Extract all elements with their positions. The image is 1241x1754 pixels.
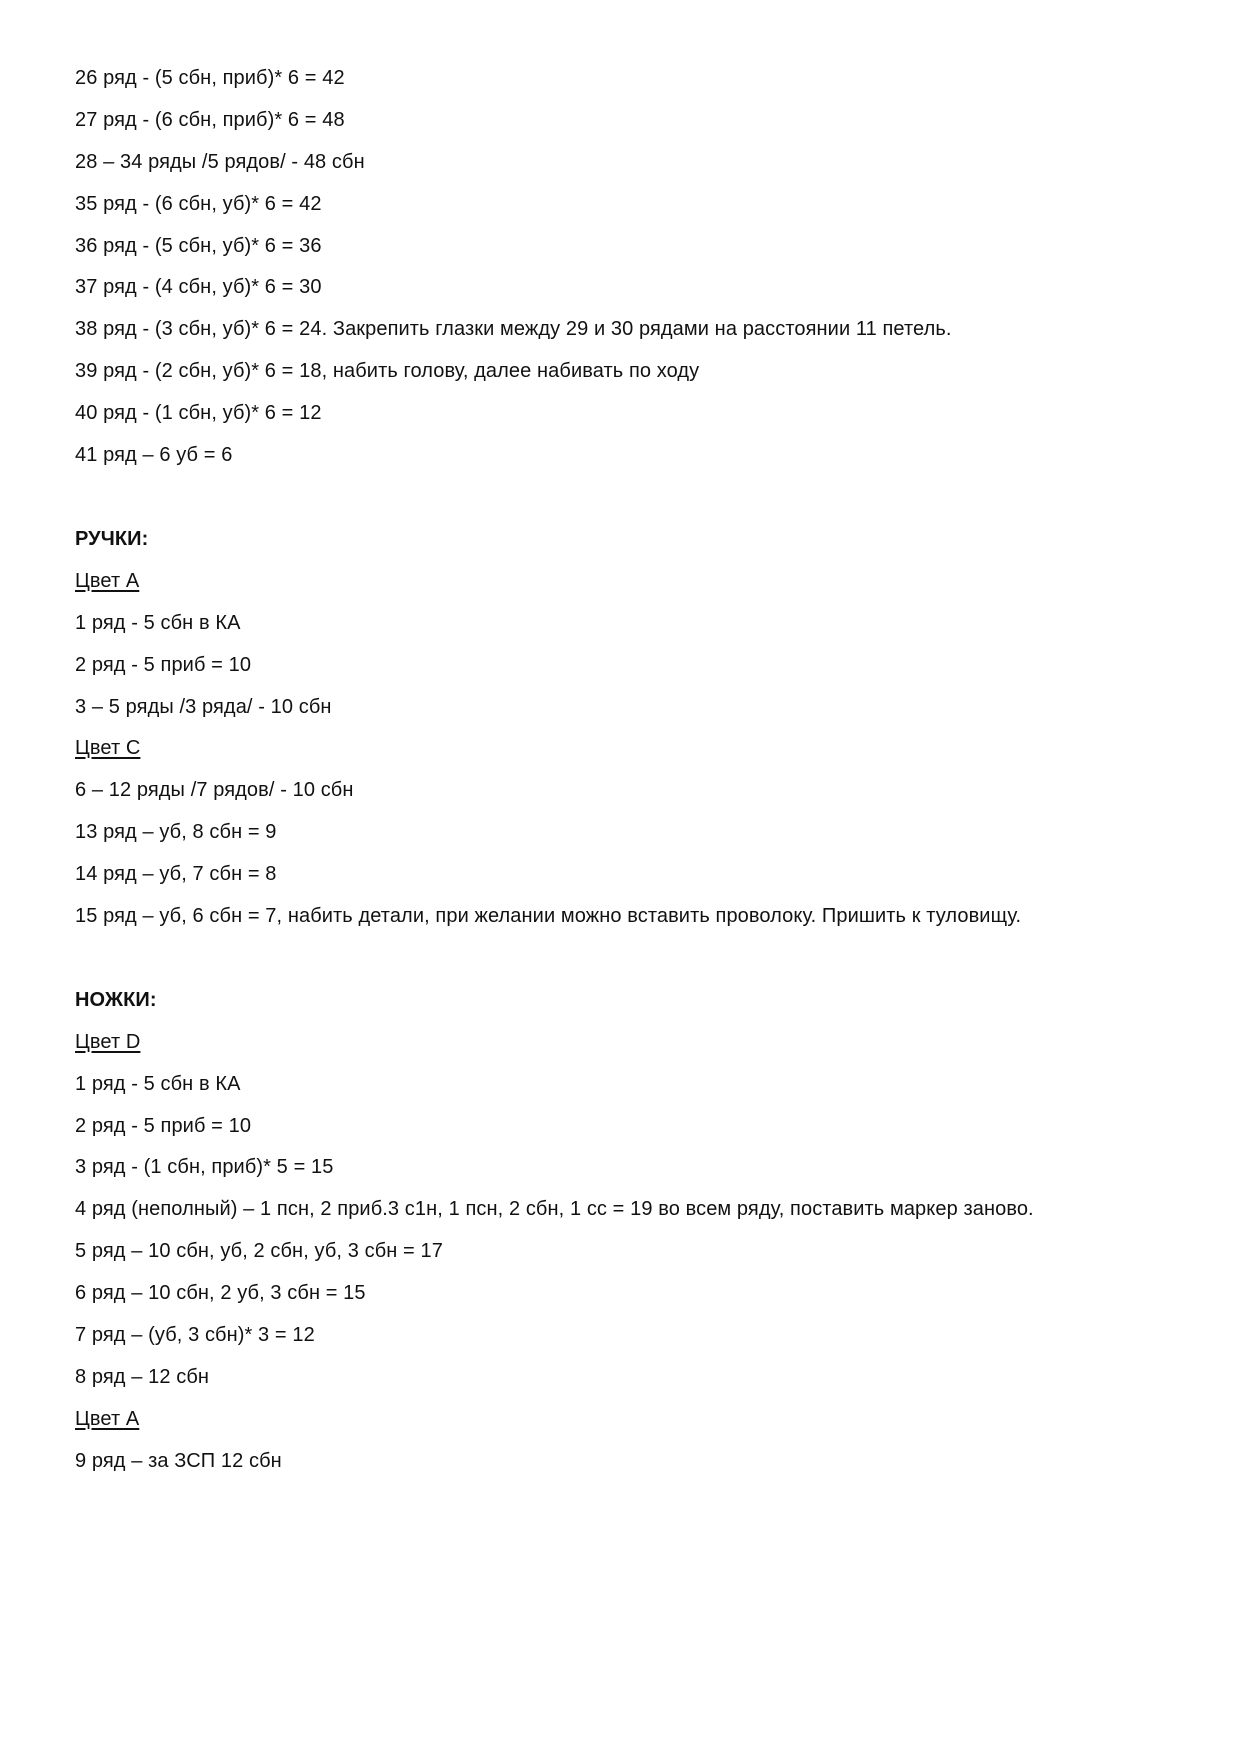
legs-color-d-label: Цвет D bbox=[75, 1031, 141, 1053]
head-row: 40 ряд - (1 сбн, уб)* 6 = 12 bbox=[75, 402, 322, 424]
arms-color-c-label: Цвет С bbox=[75, 737, 141, 759]
head-row: 41 ряд – 6 уб = 6 bbox=[75, 444, 233, 466]
legs-heading: НОЖКИ: bbox=[75, 989, 157, 1011]
legs-color-a-label: Цвет А bbox=[75, 1408, 140, 1430]
legs-row: 6 ряд – 10 сбн, 2 уб, 3 сбн = 15 bbox=[75, 1282, 366, 1304]
head-row: 35 ряд - (6 сбн, уб)* 6 = 42 bbox=[75, 193, 322, 215]
legs-row: 4 ряд (неполный) – 1 псн, 2 приб.3 с1н, 1 псн, 2 сбн, 1 сс = 19 во всем ряду, поставить маркер заново. bbox=[75, 1198, 1034, 1220]
legs-row: 8 ряд – 12 сбн bbox=[75, 1366, 210, 1388]
arms-row: 14 ряд – уб, 7 сбн = 8 bbox=[75, 863, 277, 885]
head-row: 39 ряд - (2 сбн, уб)* 6 = 18, набить голову, далее набивать по ходу bbox=[75, 360, 700, 382]
head-row: 26 ряд - (5 сбн, приб)* 6 = 42 bbox=[75, 67, 345, 89]
head-row: 38 ряд - (3 сбн, уб)* 6 = 24. Закрепить глазки между 29 и 30 рядами на расстоянии 11 петель. bbox=[75, 318, 952, 340]
arms-row: 6 – 12 ряды /7 рядов/ - 10 сбн bbox=[75, 779, 354, 801]
legs-row: 5 ряд – 10 сбн, уб, 2 сбн, уб, 3 сбн = 17 bbox=[75, 1240, 443, 1262]
legs-row: 9 ряд – за ЗСП 12 сбн bbox=[75, 1450, 282, 1472]
arms-heading: РУЧКИ: bbox=[75, 528, 149, 550]
legs-row: 1 ряд - 5 сбн в КА bbox=[75, 1073, 241, 1095]
legs-row: 7 ряд – (уб, 3 сбн)* 3 = 12 bbox=[75, 1324, 315, 1346]
arms-color-a-label: Цвет А bbox=[75, 570, 140, 592]
legs-row: 3 ряд - (1 сбн, приб)* 5 = 15 bbox=[75, 1156, 334, 1178]
arms-row: 3 – 5 ряды /3 ряда/ - 10 сбн bbox=[75, 696, 332, 718]
arms-row: 13 ряд – уб, 8 сбн = 9 bbox=[75, 821, 277, 843]
head-row: 37 ряд - (4 сбн, уб)* 6 = 30 bbox=[75, 276, 322, 298]
head-row: 36 ряд - (5 сбн, уб)* 6 = 36 bbox=[75, 235, 322, 257]
head-row: 28 – 34 ряды /5 рядов/ - 48 сбн bbox=[75, 151, 365, 173]
arms-row: 2 ряд - 5 приб = 10 bbox=[75, 654, 252, 676]
arms-row: 15 ряд – уб, 6 сбн = 7, набить детали, при желании можно вставить проволоку. Пришить к туловищу. bbox=[75, 905, 1022, 927]
arms-row: 1 ряд - 5 сбн в КА bbox=[75, 612, 241, 634]
head-row: 27 ряд - (6 сбн, приб)* 6 = 48 bbox=[75, 109, 345, 131]
legs-row: 2 ряд - 5 приб = 10 bbox=[75, 1115, 252, 1137]
